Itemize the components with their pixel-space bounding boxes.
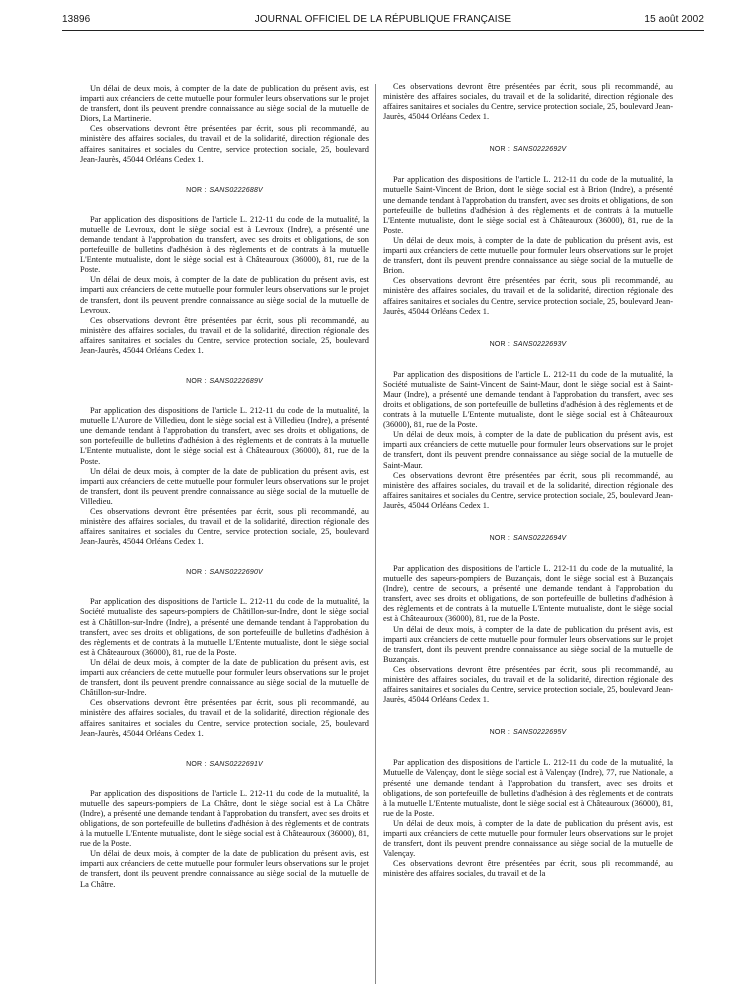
paragraph: Ces observations devront être présentées par écrit, sous pli recommandé, au ministère des affaires sociales, du travail et de la solidarité, direction régionale des affaires sanitaires et sociales du Centre, service protection sociale, 25, boulevard Jean-Jaurès, 45044 Orléans Cedex 1. bbox=[383, 470, 673, 510]
paragraph: Un délai de deux mois, à compter de la date de publication du présent avis, est imparti aux créanciers de cette mutuelle pour formuler leurs observations sur le projet de transfert, dont ils peuvent prendre connaissance au siège social de la mutuelle de Buzançais. bbox=[383, 624, 673, 664]
paragraph: Ces observations devront être présentées par écrit, sous pli recommandé, au ministère des affaires sociales, du travail et de la solidarité, direction régionale des affaires sanitaires et sociales du Centre, service protection sociale, 25, boulevard Jean-Jaurès, 45044 Orléans Cedex 1. bbox=[383, 276, 673, 316]
nor-reference bbox=[383, 341, 673, 348]
paragraph: Ces observations devront être présentées par écrit, sous pli recommandé, au ministère des affaires sociales, du travail et de la solidarité, direction régionale des affaires sanitaires et sociales du Centre, service protection sociale, 25, boulevard Jean-Jaurès, 45044 Orléans Cedex 1. bbox=[80, 315, 369, 355]
paragraph: Par application des dispositions de l'article L. 212-11 du code de la mutualité, la Mutuelle de Valençay, dont le siège social est à Valençay (Indre), 77, rue Nationale, a présenté une demande tendant à l'approbation du transfert, avec ses droits et obligations, de son portefeuille de bulletins d'adhésion à des règlements et de contrats à la mutuelle L'Entente mutualiste, dont le siège social est à Châteauroux (36000), 81, rue de la Poste. bbox=[383, 758, 673, 818]
paragraph: Ces observations devront être présentées par écrit, sous pli recommandé, au ministère des affaires sociales, du travail et de la bbox=[383, 859, 673, 879]
nor-label: NOR : bbox=[489, 146, 511, 154]
nor-code: SANS0222693V bbox=[513, 340, 567, 348]
nor-label: NOR : bbox=[186, 760, 207, 768]
nor-code: SANS0222694V bbox=[513, 535, 567, 542]
paragraph: Par application des dispositions de l'article L. 212-11 du code de la mutualité, la mutuelle L'Aurore de Villedieu, dont le siège social est à Villedieu (Indre), a présenté une demande tendant à l'approbation du transfert, avec ses droits et obligations, de son portefeuille de bulletins d'adhésion à des règlements et de contrats à la mutuelle L'Entente mutualiste, dont le siège social est à Châteauroux (36000), 81, rue de la Poste. bbox=[80, 406, 369, 466]
nor-label: NOR : bbox=[489, 729, 511, 737]
publication-date: 15 août 2002 bbox=[644, 14, 704, 25]
paragraph: Par application des dispositions de l'article L. 212-11 du code de la mutualité, la mutuelle Saint-Vincent de Brion, dont le siège social est à Brion (Indre), a présenté une demande tendant à l'approbation du transfert, avec ses droits et obligations, de son portefeuille de bulletins d'adhésion à des règlements et de contrats à la mutuelle L'Entente mutualiste, dont le siège social est à Châteauroux (36000), 81, rue de la Poste. bbox=[383, 175, 673, 235]
right-column bbox=[383, 82, 673, 879]
paragraph: Un délai de deux mois, à compter de la date de publication du présent avis, est imparti aux créanciers de cette mutuelle pour formuler leurs observations sur le projet de transfert, dont ils peuvent prendre connaissance au siège social de la mutuelle de Brion. bbox=[383, 235, 673, 276]
paragraph: Un délai de deux mois, à compter de la date de publication du présent avis, est imparti aux créanciers de cette mutuelle pour formuler leurs observations sur le projet de transfert, dont ils peuvent prendre connaissance au siège social de la mutuelle de Villedieu. bbox=[80, 466, 369, 506]
nor-reference bbox=[383, 146, 673, 153]
nor-code: SANS0222689V bbox=[209, 378, 263, 386]
paragraph: Ces observations devront être présentées par écrit, sous pli recommandé, au ministère des affaires sociales, du travail et de la solidarité, direction régionale des affaires sanitaires et sociales du Centre, service protection sociale, 25, boulevard Jean-Jaurès, 45044 Orléans Cedex 1. bbox=[383, 664, 673, 705]
nor-label: NOR : bbox=[186, 378, 207, 386]
nor-reference bbox=[80, 761, 369, 768]
nor-reference bbox=[80, 378, 369, 385]
nor-reference bbox=[383, 729, 673, 736]
nor-code: SANS0222691V bbox=[209, 760, 263, 768]
header-rule bbox=[62, 30, 704, 31]
column-divider bbox=[375, 84, 376, 984]
paragraph: Un délai de deux mois, à compter de la date de publication du présent avis, est imparti aux créanciers de cette mutuelle pour formuler leurs observations sur le projet de transfert, dont ils peuvent prendre connaissance au siège social de la mutuelle de Valençay. bbox=[383, 818, 673, 859]
nor-code: SANS0222695V bbox=[513, 729, 567, 737]
nor-code: SANS0222692V bbox=[513, 146, 567, 154]
nor-label: NOR : bbox=[489, 535, 511, 542]
paragraph: Ces observations devront être présentées par écrit, sous pli recommandé, au ministère des affaires sociales, du travail et de la solidarité, direction régionale des affaires sanitaires et sociales du Centre, service protection sociale, 25, boulevard Jean-Jaurès, 45044 Orléans Cedex 1. bbox=[80, 124, 369, 164]
nor-reference bbox=[80, 187, 369, 194]
paragraph: Ces observations devront être présentées par écrit, sous pli recommandé, au ministère des affaires sociales, du travail et de la solidarité, direction régionale des affaires sanitaires et sociales du Centre, service protection sociale, 25, boulevard Jean-Jaurès, 45044 Orléans Cedex 1. bbox=[383, 82, 673, 122]
left-column bbox=[80, 84, 369, 890]
paragraph: Un délai de deux mois, à compter de la date de publication du présent avis, est imparti aux créanciers de cette mutuelle pour formuler leurs observations sur le projet de transfert, dont ils peuvent prendre connaissance au siège social de la mutuelle de Châtillon-sur-Indre. bbox=[80, 657, 369, 698]
paragraph: Ces observations devront être présentées par écrit, sous pli recommandé, au ministère des affaires sociales, du travail et de la solidarité, direction régionale des affaires sanitaires et sociales du Centre, service protection sociale, 25, boulevard Jean-Jaurès, 45044 Orléans Cedex 1. bbox=[80, 507, 369, 547]
nor-label: NOR : bbox=[489, 340, 511, 348]
nor-code: SANS0222690V bbox=[209, 569, 263, 577]
nor-label: NOR : bbox=[186, 186, 207, 194]
paragraph: Un délai de deux mois, à compter de la date de publication du présent avis, est imparti aux créanciers de cette mutuelle pour formuler leurs observations sur le projet de transfert, dont ils peuvent prendre connaissance au siège social de la mutuelle de Levroux. bbox=[80, 275, 369, 315]
paragraph: Par application des dispositions de l'article L. 212-11 du code de la mutualité, la mutuelle des sapeurs-pompiers de Buzançais, dont le siège social est à Buzançais (Indre), centre de secours, a présenté une demande tendant à l'approbation du transfert, avec ses droits et obligations, de son portefeuille de bulletins d'adhésion à des règlements et de contrats à la mutuelle L'Entente mutualiste, dont le siège social est à Châteauroux (36000), 81, rue de la Poste. bbox=[383, 564, 673, 624]
nor-label: NOR : bbox=[186, 569, 207, 577]
nor-reference bbox=[80, 569, 369, 576]
page-number: 13896 bbox=[62, 14, 91, 25]
paragraph: Un délai de deux mois, à compter de la date de publication du présent avis, est imparti aux créanciers de cette mutuelle pour formuler leurs observations sur le projet de transfert, dont ils peuvent prendre connaissance au siège social de la mutuelle de Diors, La Martinerie. bbox=[80, 84, 369, 124]
nor-code: SANS0222688V bbox=[209, 186, 263, 194]
paragraph: Un délai de deux mois, à compter de la date de publication du présent avis, est imparti aux créanciers de cette mutuelle pour formuler leurs observations sur le projet de transfert, dont ils peuvent prendre connaissance au siège social de la mutuelle de La Châtre. bbox=[80, 849, 369, 889]
paragraph: Par application des dispositions de l'article L. 212-11 du code de la mutualité, la Société mutualiste de Saint-Vincent de Saint-Maur, dont le siège social est à Saint-Maur (Indre), a présenté une demande tendant à l'approbation du transfert, avec ses droits et obligations, de son portefeuille de bulletins d'adhésion à des règlements et de contrats à la mutuelle L'Entente mutualiste, dont le siège social est à Châteauroux (36000), 81, rue de la Poste. bbox=[383, 369, 673, 430]
paragraph: Par application des dispositions de l'article L. 212-11 du code de la mutualité, la Société mutualiste des sapeurs-pompiers de Châtillon-sur-Indre, dont le siège social est à Châtillon-sur-Indre (Indre), a présenté une demande tendant à l'approbation du transfert, avec ses droits et obligations, de son portefeuille de bulletins d'adhésion à des règlements et de contrats à la mutuelle L'Entente mutualiste, dont le siège social est à Châteauroux (36000), 81, rue de la Poste. bbox=[80, 597, 369, 657]
journal-title: JOURNAL OFFICIEL DE LA RÉPUBLIQUE FRANÇAISE bbox=[254, 14, 512, 25]
paragraph: Un délai de deux mois, à compter de la date de publication du présent avis, est imparti aux créanciers de cette mutuelle pour formuler leurs observations sur le projet de transfert, dont ils peuvent prendre connaissance au siège social de la mutuelle de Saint-Maur. bbox=[383, 430, 673, 470]
paragraph: Par application des dispositions de l'article L. 212-11 du code de la mutualité, la mutuelle de Levroux, dont le siège social est à Levroux (Indre), a présenté une demande tendant à l'approbation du transfert, avec ses droits et obligations, de son portefeuille de bulletins d'adhésion à des règlements et de contrats à la mutuelle L'Entente mutualiste, dont le siège social est à Châteauroux (36000), 81, rue de la Poste. bbox=[80, 214, 369, 275]
paragraph: Par application des dispositions de l'article L. 212-11 du code de la mutualité, la mutuelle des sapeurs-pompiers de La Châtre, dont le siège social est à La Châtre (Indre), a présenté une demande tendant à l'approbation du transfert, avec ses droits et obligations, de son portefeuille de bulletins d'adhésion à des règlements et de contrats à la mutuelle L'Entente mutualiste, dont le siège social est à Châteauroux (36000), 81, rue de la Poste. bbox=[80, 788, 369, 849]
nor-reference bbox=[383, 535, 673, 542]
paragraph: Ces observations devront être présentées par écrit, sous pli recommandé, au ministère des affaires sociales, du travail et de la solidarité, direction régionale des affaires sanitaires et sociales du Centre, service protection sociale, 25, boulevard Jean-Jaurès, 45044 Orléans Cedex 1. bbox=[80, 698, 369, 738]
